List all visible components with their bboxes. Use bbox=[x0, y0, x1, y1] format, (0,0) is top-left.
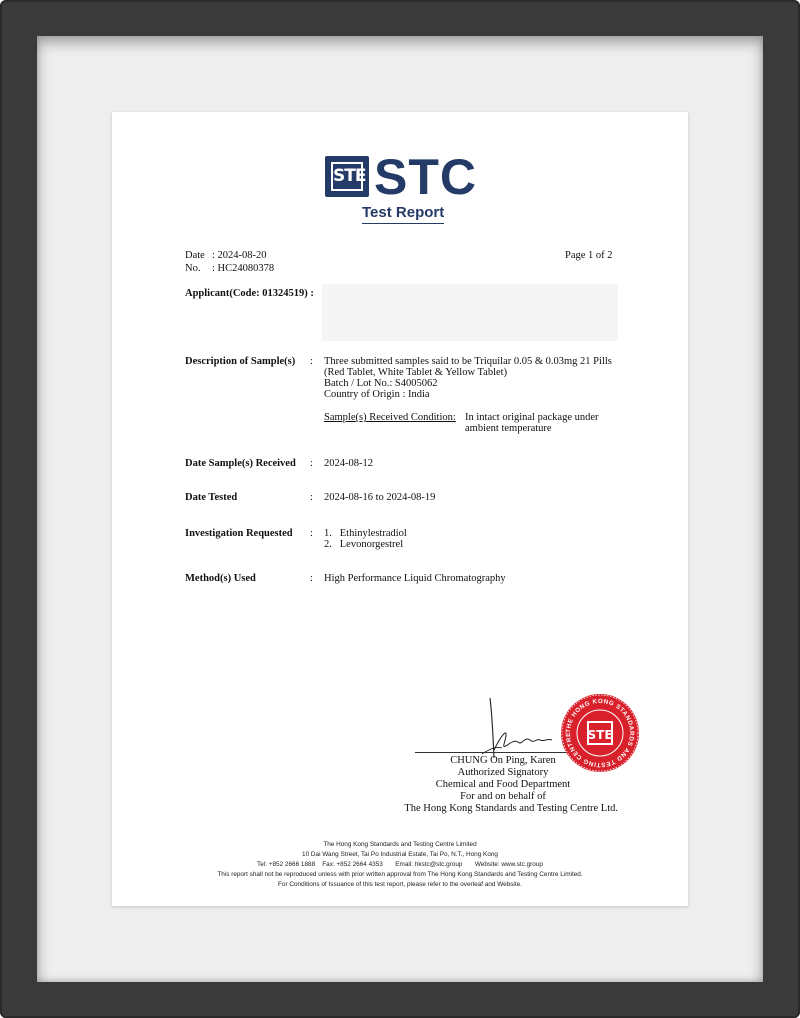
condition-label: Sample(s) Received Condition: bbox=[324, 412, 456, 423]
test-report-document bbox=[112, 112, 688, 906]
signatory-company: The Hong Kong Standards and Testing Centre Ltd. bbox=[404, 803, 618, 814]
footer-conditions-notice: For Conditions of Issuance of this test report, please refer to the overleaf and Website. bbox=[278, 881, 522, 888]
description-label: Description of Sample(s) bbox=[185, 356, 296, 367]
footer-reproduction-notice: This report shall not be reproduced unless with prior written approval from The Hong Kong Standards and Testing Centre Limited. bbox=[217, 871, 583, 878]
report-no-value: : HC24080378 bbox=[212, 263, 275, 274]
date-received-colon: : bbox=[310, 458, 313, 469]
signatory-name: CHUNG On Ping, Karen bbox=[450, 755, 556, 766]
investigation-item-1: 1. Ethinylestradiol bbox=[324, 528, 407, 539]
condition-line-2: ambient temperature bbox=[465, 423, 552, 434]
footer-company: The Hong Kong Standards and Testing Centre Limited bbox=[323, 841, 477, 848]
date-received-value: 2024-08-12 bbox=[324, 458, 373, 469]
applicant-redacted-area bbox=[322, 284, 618, 341]
date-tested-label: Date Tested bbox=[185, 492, 238, 503]
report-title: Test Report bbox=[362, 204, 444, 224]
signatory-title: Authorized Signatory bbox=[457, 767, 549, 778]
investigation-label: Investigation Requested bbox=[185, 528, 293, 539]
method-value: High Performance Liquid Chromatography bbox=[324, 573, 506, 584]
method-colon: : bbox=[310, 573, 313, 584]
description-line-3: Batch / Lot No.: S4005062 bbox=[324, 378, 438, 389]
footer-address: 10 Dai Wang Street, Tai Po Industrial Estate, Tai Po, N.T., Hong Kong bbox=[302, 851, 498, 858]
applicant-label: Applicant(Code: 01324519) : bbox=[185, 288, 314, 299]
date-tested-colon: : bbox=[310, 492, 313, 503]
investigation-item-2: 2. Levonorgestrel bbox=[324, 539, 404, 550]
svg-text:STE: STE bbox=[587, 728, 613, 742]
description-line-4: Country of Origin : India bbox=[324, 389, 430, 400]
logo-mark-text: STE bbox=[331, 162, 363, 191]
date-tested-value: 2024-08-16 to 2024-08-19 bbox=[324, 492, 436, 503]
stc-logo-text: STC bbox=[374, 149, 477, 205]
footer-contact: Tel: +852 2666 1888 Fax: +852 2664 4353 Email: hkstc@stc.group Website: www.stc.group bbox=[257, 861, 543, 868]
signatory-department: Chemical and Food Department bbox=[435, 779, 571, 790]
report-no-label: No. bbox=[185, 263, 201, 274]
stc-logo-mark bbox=[325, 156, 369, 197]
date-label: Date bbox=[185, 250, 205, 261]
handwritten-signature bbox=[474, 694, 564, 764]
date-value: : 2024-08-20 bbox=[212, 250, 267, 261]
signatory-behalf: For and on behalf of bbox=[460, 791, 546, 802]
condition-line-1: In intact original package under bbox=[465, 412, 599, 423]
page-number: Page 1 of 2 bbox=[565, 250, 613, 261]
description-line-1: Three submitted samples said to be Triquilar 0.05 & 0.03mg 21 Pills bbox=[324, 356, 612, 367]
description-colon: : bbox=[310, 356, 313, 367]
method-label: Method(s) Used bbox=[185, 573, 256, 584]
investigation-colon: : bbox=[310, 528, 313, 539]
svg-text:THE HONG KONG STANDARDS AND TE: THE HONG KONG STANDARDS AND TESTING CENTRE bbox=[564, 697, 636, 769]
description-line-2: (Red Tablet, White Tablet & Yellow Tablet) bbox=[324, 367, 508, 378]
date-received-label: Date Sample(s) Received bbox=[185, 458, 296, 469]
